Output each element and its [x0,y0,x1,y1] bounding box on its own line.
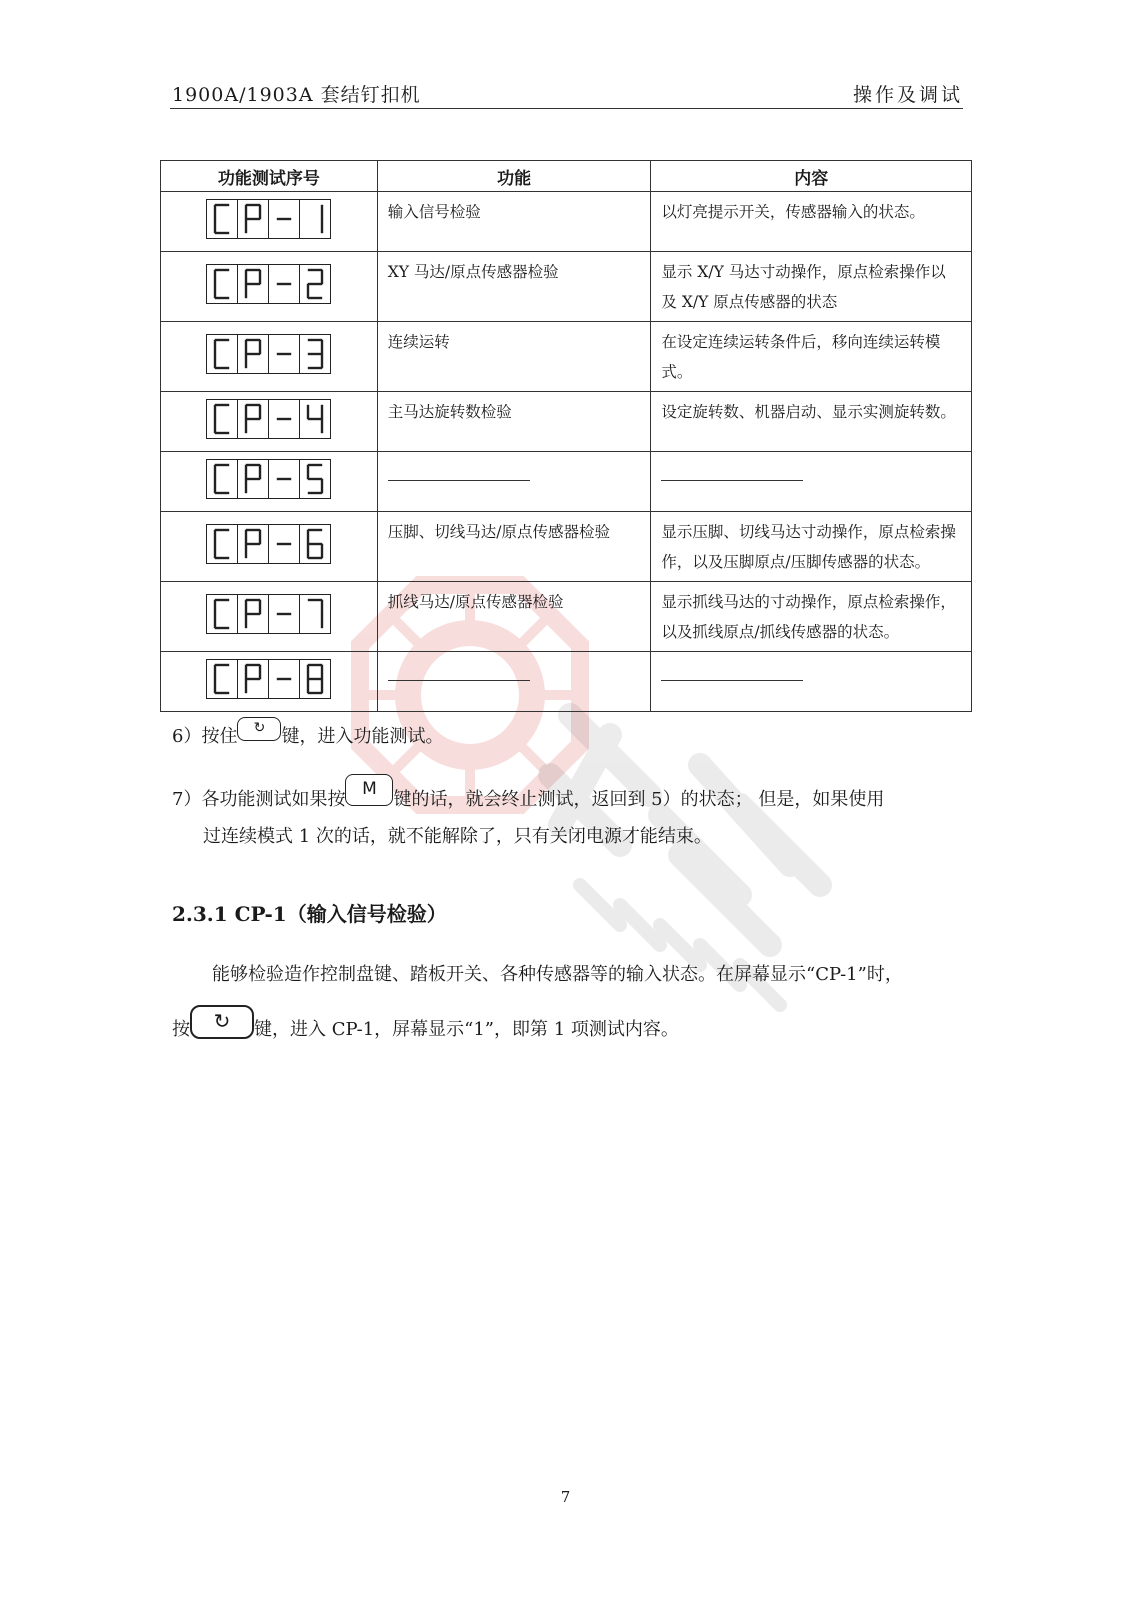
table-header-row [161,161,972,192]
function-cell [377,452,651,512]
step-7-paragraph [172,779,885,816]
segment-digit [269,200,300,238]
segment-digit [207,460,238,498]
segment-digit [269,595,300,633]
segment-digit [238,595,269,633]
seven-segment-display [206,459,331,499]
step-7-text-before: 7）各功能测试如果按 [172,789,346,810]
content-text: 设定旋转数、机器启动、显示实测旋转数。 [661,403,956,421]
seven-segment-display [206,199,331,239]
step-7-line-2: 过连续模式 1 次的话，就不能解除了，只有关闭电源才能结束。 [203,826,712,847]
segment-digit [238,660,269,698]
segment-digit [207,595,238,633]
table-row [161,252,972,322]
seven-segment-display [206,334,331,374]
function-cell [377,652,651,712]
segment-digit [269,265,300,303]
content-text: 显示抓线马达的寸动操作，原点检索操作，以及抓线原点/抓线传感器的状态。 [661,593,956,641]
cycle-key-large [190,1005,254,1039]
seven-segment-display [206,659,331,699]
section-line-2-before: 按 [172,1019,190,1040]
segment-digit [269,400,300,438]
seven-segment-display [206,524,331,564]
segment-digit [238,400,269,438]
function-cell [377,512,651,582]
segment-digit [300,200,330,238]
column-header-content: 内容 [651,161,972,192]
seven-segment-display [206,399,331,439]
test-code-cell [161,512,378,582]
table-row [161,512,972,582]
test-code-cell [161,322,378,392]
segment-digit [238,335,269,373]
segment-digit [300,595,330,633]
empty-dash-line [388,680,530,681]
cycle-key-small [237,717,281,741]
segment-digit [238,265,269,303]
segment-digit [300,400,330,438]
function-cell [377,252,651,322]
table-row [161,192,972,252]
test-code-cell [161,252,378,322]
section-line-2-after: 键，进入 CP-1，屏幕显示“1”，即第 1 项测试内容。 [254,1019,679,1040]
content-text: 以灯亮提示开关，传感器输入的状态。 [661,203,925,221]
section-heading: 2.3.1 CP-1（输入信号检验） [172,902,447,926]
segment-digit [269,335,300,373]
segment-digit [269,525,300,563]
test-code-cell [161,652,378,712]
test-code-cell [161,192,378,252]
seven-segment-display [206,264,331,304]
content-cell [651,252,972,322]
step-6-paragraph [172,722,443,752]
content-cell [651,192,972,252]
table-row [161,392,972,452]
segment-digit [207,525,238,563]
segment-digit [269,660,300,698]
function-test-table [160,160,972,712]
function-text: 主马达旋转数检验 [387,403,512,421]
section-body-line-1: 能够检验造作控制盘键、踏板开关、各种传感器等的输入状态。在屏幕显示“CP-1”时， [212,964,903,985]
empty-dash-line [388,480,530,481]
function-cell [377,582,651,652]
segment-digit [238,200,269,238]
content-cell [651,512,972,582]
step-7-text-after: 键的话，就会终止测试，返回到 5）的状态； 但是，如果使用 [393,789,885,810]
table-row [161,322,972,392]
test-code-cell [161,392,378,452]
segment-digit [207,400,238,438]
content-text: 显示压脚、切线马达寸动操作，原点检索操作，以及压脚原点/压脚传感器的状态。 [661,523,956,571]
segment-digit [300,335,330,373]
function-cell [377,322,651,392]
m-key: M [345,774,393,806]
segment-digit [207,265,238,303]
segment-digit [300,660,330,698]
test-code-cell [161,452,378,512]
content-cell [651,392,972,452]
segment-digit [207,660,238,698]
segment-digit [300,265,330,303]
column-header-function: 功能 [377,161,651,192]
segment-digit [238,525,269,563]
table-row [161,652,972,712]
seven-segment-display [206,594,331,634]
segment-digit [238,460,269,498]
content-cell [651,582,972,652]
cycle-arrows-icon: ↻ [213,1009,231,1033]
column-header-test-number: 功能测试序号 [161,161,378,192]
function-cell [377,392,651,452]
step-6-text-before: 6）按住 [172,726,238,747]
segment-digit [269,460,300,498]
function-text: XY 马达/原点传感器检验 [387,263,559,281]
section-body-line-2 [172,1009,679,1047]
function-cell [377,192,651,252]
content-cell [651,652,972,712]
function-text: 输入信号检验 [387,203,481,221]
header-section-title: 操作及调试 [852,84,963,106]
content-text: 在设定连续运转条件后，移向连续运转模式。 [661,333,941,381]
segment-digit [300,460,330,498]
content-text: 显示 X/Y 马达寸动操作，原点检索操作以及 X/Y 原点传感器的状态 [661,263,946,311]
function-text: 压脚、切线马达/原点传感器检验 [387,523,610,541]
content-cell [651,452,972,512]
table-row [161,452,972,512]
cycle-arrows-icon: ↻ [253,720,266,736]
content-cell [651,322,972,392]
empty-dash-line [661,480,803,481]
header-rule [170,108,963,109]
function-text: 抓线马达/原点传感器检验 [387,593,564,611]
function-text: 连续运转 [387,333,450,351]
segment-digit [207,200,238,238]
table-row [161,582,972,652]
test-code-cell [161,582,378,652]
step-6-text-after: 键，进入功能测试。 [281,726,444,747]
segment-digit [207,335,238,373]
header-doc-title: 1900A/1903A 套结钉扣机 [172,84,421,106]
segment-digit [300,525,330,563]
empty-dash-line [661,680,803,681]
page-number: 7 [560,1488,571,1506]
